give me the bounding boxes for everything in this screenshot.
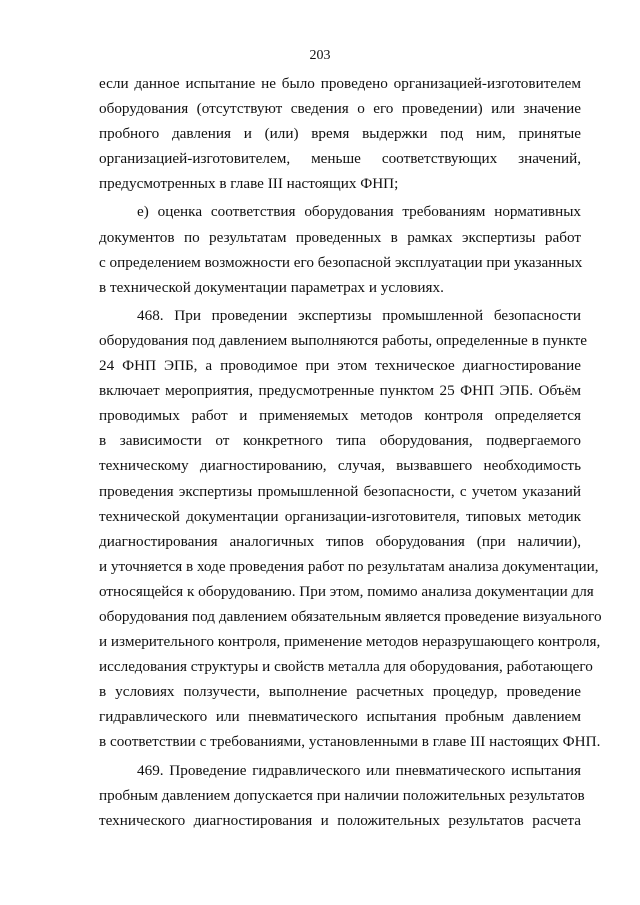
text-line: включает мероприятия, предусмотренные пунктом 25 ФНП ЭПБ. Объём [99,382,581,400]
text-line: если данное испытание не было проведено организацией-изготовителем [99,75,581,92]
text-line: технического диагностирования и положительных результатов расчета [99,811,581,829]
text-line: диагностирования аналогичных типов оборудования (при наличии), [99,532,581,550]
text-line: в условиях ползучести, выполнение расчетных процедур, проведение [99,683,581,701]
text-line: гидравлического или пневматического испытания пробным давлением [99,708,581,726]
text-line: исследования структуры и свойств металла для оборудования, работающего [99,658,593,676]
text-line: пробным давлением допускается при наличии положительных результатов [99,786,585,804]
paragraph-continuation [99,71,581,196]
text-line: проводимых работ и применяемых методов контроля определяется [99,407,581,425]
text-line: с определением возможности его безопасной эксплуатации при указанных [99,253,583,271]
text-line: оборудования под давлением обязательным является проведение визуального [99,607,602,625]
text-line: в зависимости от конкретного типа оборудования, подвергаемого [99,432,581,450]
text-line: организацией-изготовителем, меньше соответствующих значений, [99,150,581,168]
text-line: в технической документации параметрах и условиях. [99,278,444,296]
text-line: оборудования под давлением выполняются работы, определенные в пункте [99,331,587,349]
text-line: 24 ФНП ЭПБ, а проводимое при этом техническое диагностирование [99,357,581,375]
text-line: технической документации организации-изготовителя, типовых методик [99,507,581,525]
text-line: проведения экспертизы промышленной безопасности, с учетом указаний [99,482,581,500]
text-line: е) оценка соответствия оборудования требованиям нормативных [137,203,581,221]
document-body [99,71,602,833]
paragraph-469 [99,758,585,833]
paragraph-468 [99,303,602,755]
text-line: техническому диагностированию, случая, вызвавшего необходимость [99,457,581,475]
text-line: и измерительного контроля, применение методов неразрушающего контроля, [99,633,601,651]
text-line: 468. При проведении экспертизы промышленной безопасности [137,306,581,324]
text-line: оборудования (отсутствуют сведения о его проведении) или значение [99,100,581,118]
text-line: относящейся к оборудованию. При этом, помимо анализа документации для [99,582,594,600]
text-line: в соответствии с требованиями, установленными в главе III настоящих ФНП. [99,733,601,751]
text-line: документов по результатам проведенных в рамках экспертизы работ [99,228,581,246]
text-line: пробного давления и (или) время выдержки под ним, принятые [99,125,581,143]
text-line: предусмотренных в главе III настоящих ФНП; [99,175,399,193]
text-line: и уточняется в ходе проведения работ по результатам анализа документации, [99,557,599,575]
text-line: 469. Проведение гидравлического или пневматического испытания [137,761,581,779]
page-number: 203 [309,48,331,63]
paragraph-item-e [99,199,581,299]
